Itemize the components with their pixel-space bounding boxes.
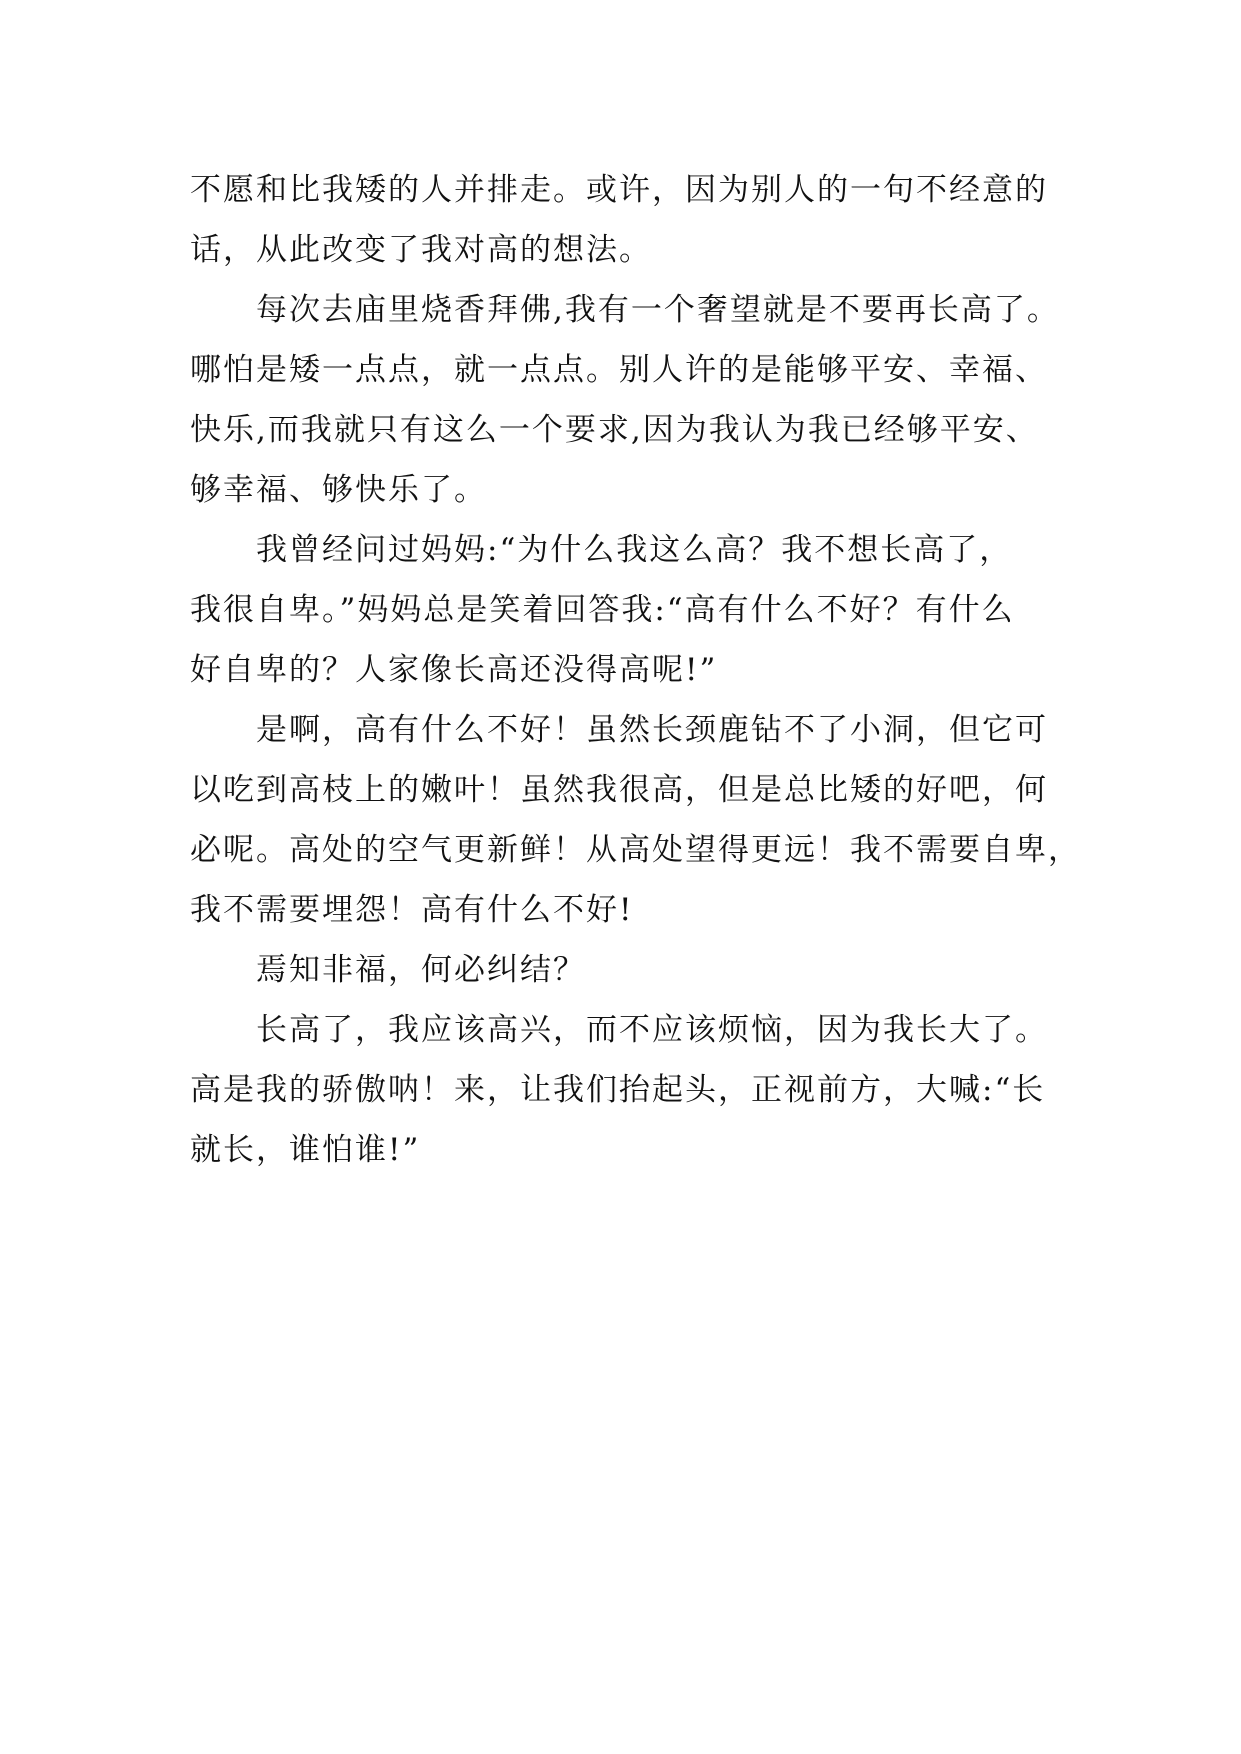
text-line: 快乐,而我就只有这么一个要求,因为我认为我已经够平安、 (190, 412, 1039, 448)
text-line: 我曾经问过妈妈:“为什么我这么高？我不想长高了， (256, 532, 1013, 568)
text-line: 焉知非福，何必纠结？ (256, 952, 586, 988)
text-line: 长高了，我应该高兴，而不应该烦恼，因为我长大了。 (256, 1012, 1048, 1048)
text-line: 话，从此改变了我对高的想法。 (190, 232, 652, 268)
text-line: 是啊，高有什么不好！虽然长颈鹿钻不了小洞，但它可 (256, 712, 1048, 748)
text-line: 够幸福、够快乐了。 (190, 472, 487, 508)
text-line: 哪怕是矮一点点，就一点点。别人许的是能够平安、幸福、 (190, 352, 1048, 388)
text-line: 我很自卑。”妈妈总是笑着回答我:“高有什么不好？有什么 (190, 592, 1015, 628)
text-line: 高是我的骄傲呐！来，让我们抬起头，正视前方，大喊:“长 (190, 1072, 1046, 1108)
essay-text (190, 160, 1090, 1180)
text-line: 就长，谁怕谁!” (190, 1132, 421, 1168)
text-line: 不愿和比我矮的人并排走。或许，因为别人的一句不经意的 (190, 172, 1048, 208)
text-line: 好自卑的？人家像长高还没得高呢!” (190, 652, 718, 688)
text-line: 我不需要埋怨！高有什么不好! (190, 892, 634, 928)
text-line: 每次去庙里烧香拜佛,我有一个奢望就是不要再长高了。 (256, 292, 1060, 328)
text-line: 必呢。高处的空气更新鲜！从高处望得更远！我不需要自卑， (190, 832, 1081, 868)
text-line: 以吃到高枝上的嫩叶！虽然我很高，但是总比矮的好吧，何 (190, 772, 1048, 808)
